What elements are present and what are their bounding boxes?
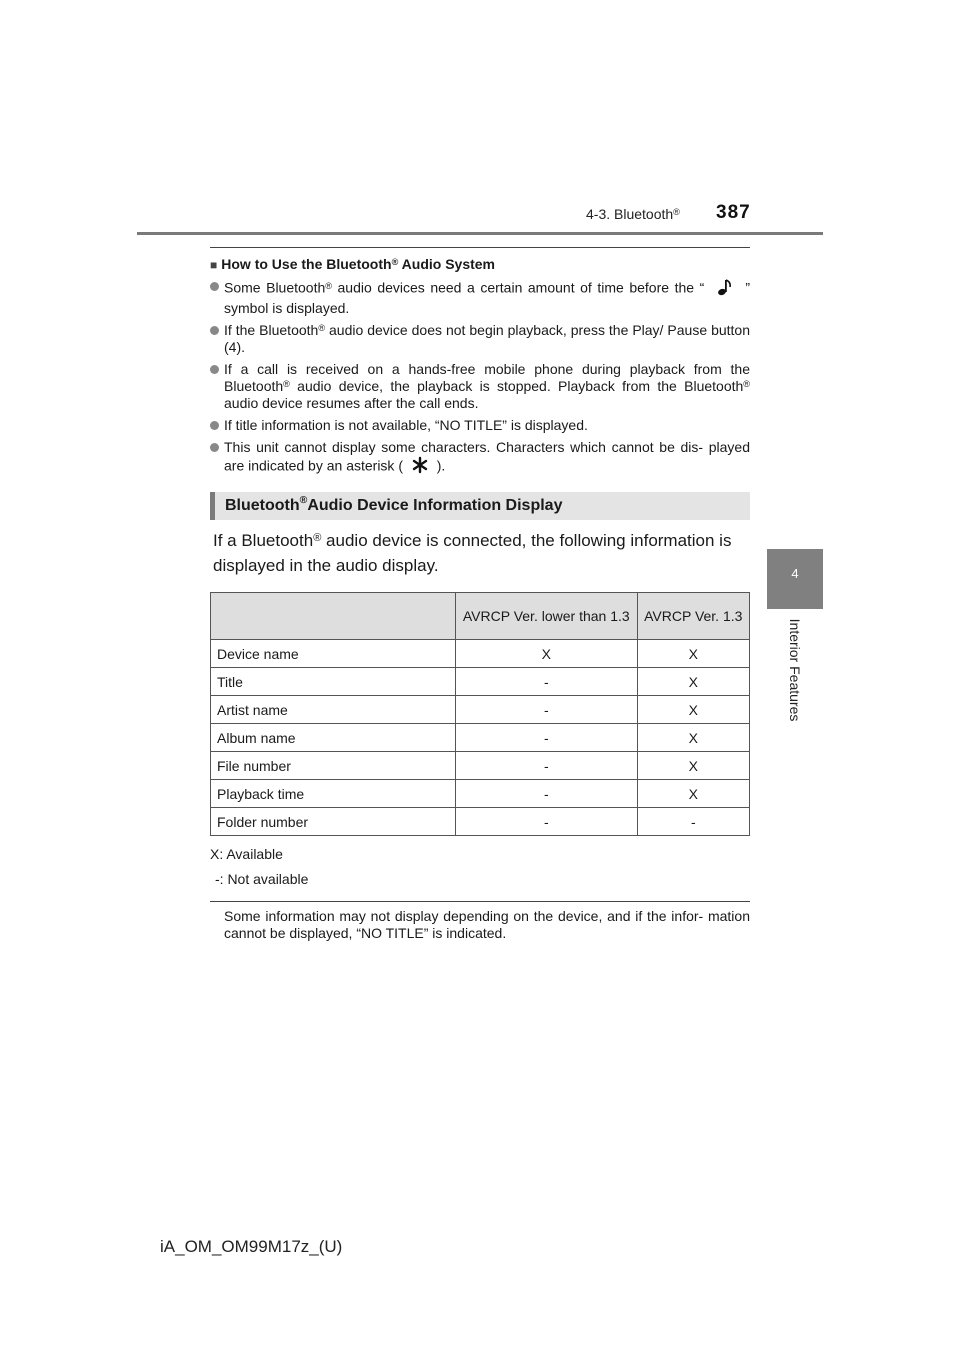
legend-available: X: Available [210,846,283,862]
note-divider [210,901,750,902]
table-cell: - [637,808,749,836]
table-row [211,640,750,668]
table-cell: - [456,696,638,724]
info-display-table [210,592,750,836]
bullet-dot-icon [210,421,219,430]
table-cell: - [456,808,638,836]
table-row [211,808,750,836]
table-cell: Artist name [211,696,456,724]
registered-mark: ® [283,378,290,389]
main-content [210,247,750,942]
table-cell: Folder number [211,808,456,836]
bullet-text: If title information is not available, “NO TITLE” is displayed. [224,417,588,433]
bullet-item [210,361,750,412]
table-cell: X [637,752,749,780]
subheading-text-end: Audio System [398,256,496,272]
bullet-text: If a call is received on a hands-free mobile phone during playback from the Bluetooth [224,361,750,394]
header-section-text: 4-3. Bluetooth [586,206,674,222]
section-title-end: Audio Device Information Display [307,497,563,514]
bullet-text: ” symbol is displayed. [224,279,751,316]
bullet-text: audio devices need a certain amount of time before the “ [331,279,705,296]
legend-not-available: -: Not available [215,871,309,887]
registered-mark: ® [743,378,750,389]
table-header-cell: AVRCP Ver. lower than 1.3 [456,593,638,640]
bullet-text: audio device does not begin playback, press the Play/ Pause button (4). [224,322,750,355]
music-note-icon [710,278,740,300]
table-cell: X [456,640,638,668]
table-row [211,696,750,724]
table-cell: - [456,668,638,696]
table-legend [210,846,750,887]
bullet-item [210,278,750,317]
table-cell: X [637,724,749,752]
intro-text: audio device is connected, the following information is displayed in the audio display. [213,531,732,575]
bullet-text: This unit cannot display some characters. Characters which cannot be dis- played are indicated by an asterisk ( [224,439,750,474]
bullet-text: audio device, the playback is stopped. Playback from the Bluetooth [289,378,744,394]
table-header-row [211,593,750,640]
bullet-dot-icon [210,326,219,335]
section-heading-bar: Bluetooth ® Audio Device Information Display [210,492,750,520]
page-number: 387 [716,202,751,223]
header-section-title [586,206,680,222]
subsection-heading [210,256,750,272]
table-row [211,724,750,752]
table-cell: Device name [211,640,456,668]
registered-mark: ® [391,256,399,267]
subheading-text: How to Use the Bluetooth [221,256,392,272]
table-cell: Album name [211,724,456,752]
chapter-tab-label-text: Interior Features [787,618,803,721]
document-code: iA_OM_OM99M17z_(U) [160,1237,343,1256]
asterisk-icon [407,456,433,478]
registered-mark: ® [325,280,332,291]
table-cell: Title [211,668,456,696]
table-row [211,668,750,696]
table-cell: Playback time [211,780,456,808]
table-row [211,780,750,808]
bullet-item [210,439,750,478]
bullet-item [210,322,750,356]
table-cell: - [456,780,638,808]
bullet-text: If the Bluetooth [224,322,319,338]
intro-text: If a Bluetooth [213,531,314,550]
table-cell: - [456,752,638,780]
note-paragraph: Some information may not display depending on the device, and if the infor- mation cannot be displayed, “NO TITLE” is indicated. [224,908,750,941]
bullet-text: ). [436,457,446,474]
bullet-dot-icon [210,365,219,374]
registered-mark: ® [318,322,326,333]
table-cell: - [456,724,638,752]
bullet-dot-icon [210,443,219,452]
table-cell: File number [211,752,456,780]
table-header-cell: AVRCP Ver. 1.3 [637,593,749,640]
bullet-item [210,417,750,434]
table-cell: X [637,696,749,724]
table-row [211,752,750,780]
square-bullet-icon: ■ [210,258,218,272]
table-cell: X [637,780,749,808]
chapter-tab-label [767,612,823,727]
table-cell: X [637,668,749,696]
subsection-divider [210,247,750,248]
intro-paragraph [213,528,750,578]
bullet-text: audio device resumes after the call ends. [224,395,479,411]
bullet-dot-icon [210,282,219,291]
section-title: Bluetooth [225,497,300,514]
table-cell: X [637,640,749,668]
bullet-text: Some Bluetooth [224,279,326,296]
table-header-cell [211,593,456,640]
chapter-tab-number: 4 [767,549,823,609]
registered-mark: ® [673,206,680,217]
header-divider [137,232,823,235]
registered-mark: ® [313,532,322,545]
